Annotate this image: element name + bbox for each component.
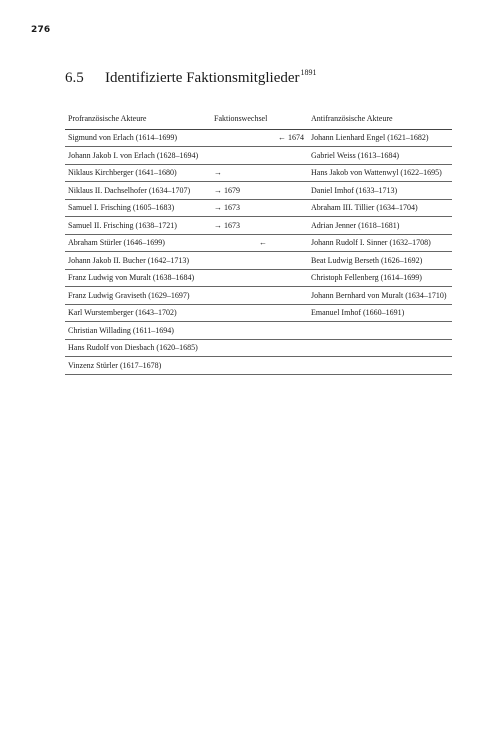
anti-french-actor — [308, 322, 452, 340]
anti-french-actor: Johann Lienhard Engel (1621–1682) — [308, 129, 452, 147]
table-row — [65, 234, 452, 252]
pro-french-actor: Franz Ludwig Graviseth (1629–1697) — [65, 287, 211, 305]
pro-french-actor: Samuel II. Frisching (1638–1721) — [65, 217, 211, 235]
anti-french-actor — [308, 339, 452, 357]
anti-french-actor: Johann Bernhard von Muralt (1634–1710) — [308, 287, 452, 305]
section-number: 6.5 — [65, 70, 84, 86]
pro-french-actor: Franz Ludwig von Muralt (1638–1684) — [65, 269, 211, 287]
table-row — [65, 182, 452, 200]
anti-french-actor: Abraham III. Tillier (1634–1704) — [308, 199, 452, 217]
faction-switch — [211, 339, 308, 357]
faction-switch — [211, 147, 308, 165]
table-body — [65, 129, 452, 374]
anti-french-actor: Gabriel Weiss (1613–1684) — [308, 147, 452, 165]
table-row — [65, 199, 452, 217]
header-pro-french: Profranzösische Akteure — [65, 111, 211, 129]
anti-french-actor: Adrian Jenner (1618–1681) — [308, 217, 452, 235]
faction-members-table — [65, 111, 452, 375]
anti-french-actor: Emanuel Imhof (1660–1691) — [308, 304, 452, 322]
faction-switch — [211, 269, 308, 287]
header-faction-switch: Faktionswechsel — [211, 111, 308, 129]
anti-french-actor: Christoph Fellenberg (1614–1699) — [308, 269, 452, 287]
pro-french-actor: Niklaus Kirchberger (1641–1680) — [65, 164, 211, 182]
table-row — [65, 147, 452, 165]
faction-switch — [211, 322, 308, 340]
pro-french-actor: Abraham Stürler (1646–1699) — [65, 234, 211, 252]
table-row — [65, 287, 452, 305]
header-anti-french: Antifranzösische Akteure — [308, 111, 452, 129]
pro-french-actor: Vinzenz Stürler (1617–1678) — [65, 357, 211, 375]
anti-french-actor: Hans Jakob von Wattenwyl (1622–1695) — [308, 164, 452, 182]
pro-french-actor: Christian Willading (1611–1694) — [65, 322, 211, 340]
pro-french-actor: Samuel I. Frisching (1605–1683) — [65, 199, 211, 217]
faction-switch — [211, 234, 308, 252]
switch-arrow-left: ← — [259, 238, 267, 247]
table-row — [65, 357, 452, 375]
faction-switch — [211, 357, 308, 375]
pro-french-actor: Sigmund von Erlach (1614–1699) — [65, 129, 211, 147]
faction-switch: → 1679 — [211, 182, 308, 200]
faction-switch: → 1673 — [211, 199, 308, 217]
anti-french-actor: Johann Rudolf I. Sinner (1632–1708) — [308, 234, 452, 252]
section-heading — [65, 68, 317, 87]
pro-french-actor: Johann Jakob I. von Erlach (1628–1694) — [65, 147, 211, 165]
footnote-marker: 1891 — [300, 68, 317, 77]
faction-switch: → 1673 — [211, 217, 308, 235]
faction-switch — [211, 287, 308, 305]
anti-french-actor: Daniel Imhof (1633–1713) — [308, 182, 452, 200]
anti-french-actor — [308, 357, 452, 375]
table-row — [65, 252, 452, 270]
table-row — [65, 164, 452, 182]
section-title: Identifizierte Faktionsmitglieder — [105, 70, 300, 86]
table-header-row — [65, 111, 452, 129]
table-row — [65, 304, 452, 322]
pro-french-actor: Karl Wurstemberger (1643–1702) — [65, 304, 211, 322]
table-row — [65, 129, 452, 147]
table-row — [65, 322, 452, 340]
faction-switch: ← 1674 — [211, 129, 308, 147]
faction-switch — [211, 304, 308, 322]
anti-french-actor: Beat Ludwig Berseth (1626–1692) — [308, 252, 452, 270]
faction-switch: → — [211, 164, 308, 182]
table-row — [65, 339, 452, 357]
table-row — [65, 269, 452, 287]
pro-french-actor: Johann Jakob II. Bucher (1642–1713) — [65, 252, 211, 270]
pro-french-actor: Hans Rudolf von Diesbach (1620–1685) — [65, 339, 211, 357]
page-number: 276 — [31, 25, 51, 35]
table-row — [65, 217, 452, 235]
faction-switch — [211, 252, 308, 270]
pro-french-actor: Niklaus II. Dachselhofer (1634–1707) — [65, 182, 211, 200]
